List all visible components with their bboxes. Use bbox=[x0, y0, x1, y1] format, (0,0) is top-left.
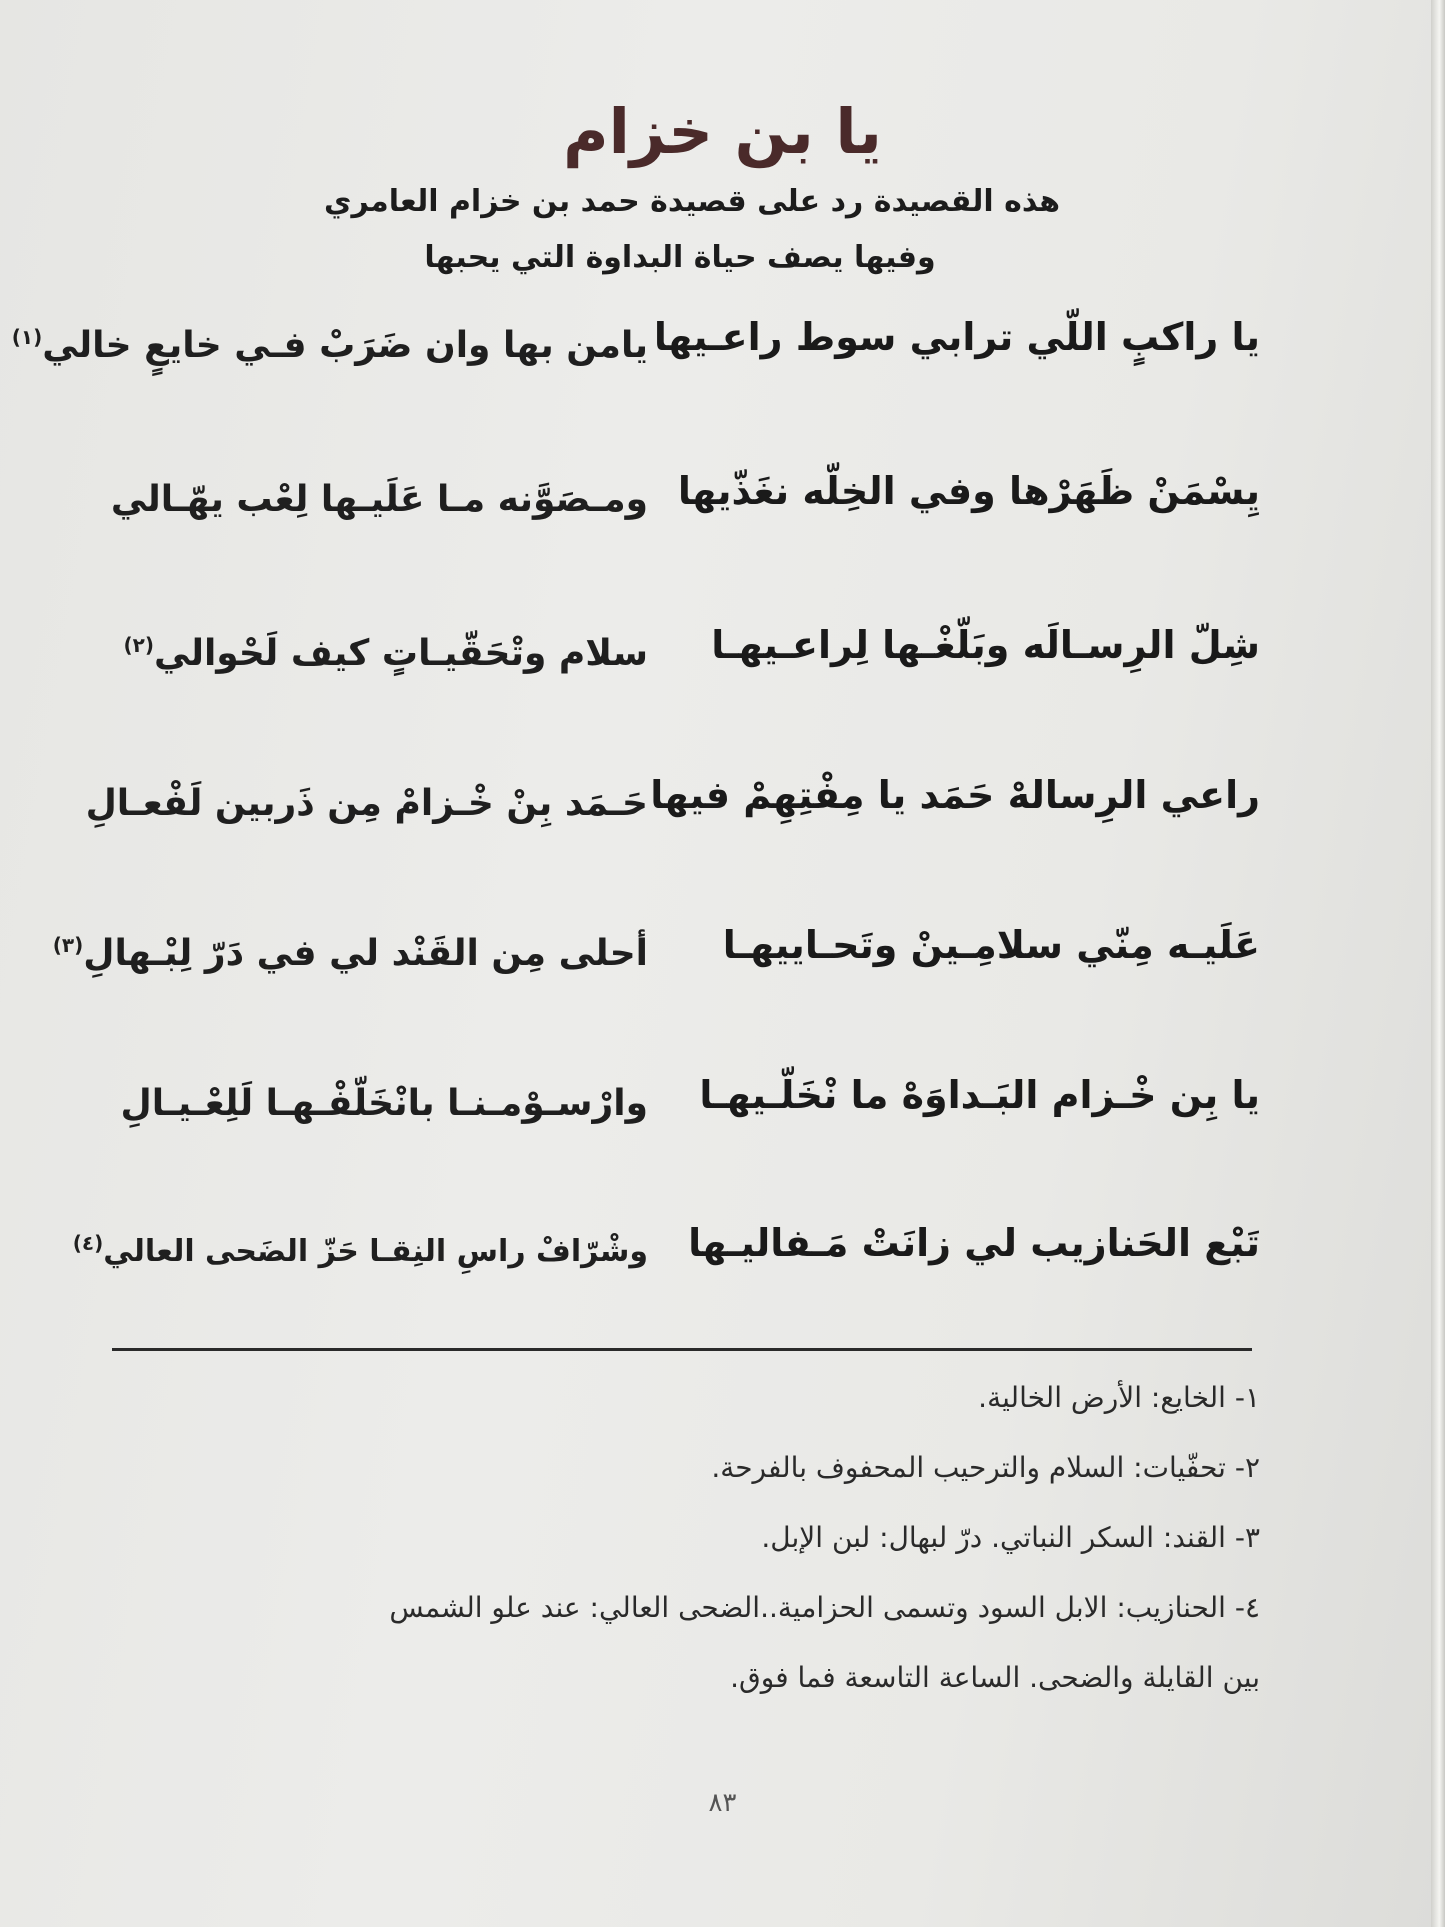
intro-line-1: هذه القصيدة رد على قصيدة حمد بن خزام العامري bbox=[324, 184, 1060, 219]
verse-first-hemistich: تَبْع الحَنازيب لي زانَتْ مَـفاليـها bbox=[688, 1221, 1260, 1265]
poem-title: يا بن خزام bbox=[563, 95, 882, 168]
verse-row bbox=[0, 910, 1445, 990]
page-number: ٨٣ bbox=[708, 1788, 737, 1818]
verse-row bbox=[0, 1208, 1445, 1288]
verse-first-hemistich: راعي الرِسالهْ حَمَد يا مِفْتِهِمْ فيها bbox=[650, 773, 1260, 817]
verse-first-hemistich: يا راكبٍ اللّي ترابي سوط راعـيها bbox=[653, 315, 1260, 359]
verse-second-text: حَـمَد بِنْ خْـزامْ مِن ذَربين لَفْعـالِ bbox=[85, 783, 648, 824]
verse-second-hemistich bbox=[110, 456, 648, 535]
footnote-divider bbox=[112, 1348, 1252, 1351]
verse-row bbox=[0, 302, 1445, 382]
verse-first-hemistich: عَلَيـه مِنّي سلامِـينْ وتَحـاييهـا bbox=[722, 923, 1260, 967]
intro-line-2: وفيها يصف حياة البداوة التي يحبها bbox=[424, 240, 936, 275]
verse-second-text: سلام وتْحَقّيـاتٍ كيف لَحْوالي bbox=[154, 633, 648, 674]
verse-second-hemistich bbox=[52, 910, 648, 989]
verse-second-text: يامن بها وان ضَرَبْ فـي خايعٍ خالي bbox=[42, 325, 648, 366]
footnote-2: ٢- تحفّيات: السلام والترحيب المحفوف بالفرحة. bbox=[711, 1451, 1260, 1484]
verse-row bbox=[0, 1060, 1445, 1140]
footnote-4: ٤- الحنازيب: الابل السود وتسمى الحزامية..الضحى العالي: عند علو الشمس bbox=[389, 1591, 1260, 1624]
verse-second-hemistich bbox=[11, 302, 648, 381]
verse-second-hemistich bbox=[85, 760, 648, 839]
verse-first-hemistich: شِلّ الرِسـالَه وبَلّغْـها لِراعـيهـا bbox=[711, 623, 1260, 667]
verse-second-text: وارْسـوْمـنـا بانْخَلّفْـهـا لَلِعْـيـالِ bbox=[120, 1083, 648, 1124]
footnote-marker: (٣) bbox=[52, 933, 84, 957]
footnote-marker: (٢) bbox=[123, 633, 155, 657]
verse-first-hemistich: يا بِن خْـزام البَـداوَهْ ما نْخَلّـيهـا bbox=[699, 1073, 1260, 1117]
verse-second-text: وشْرّافْ راسِ النِقـا حَزّ الضَحى العالي bbox=[103, 1234, 648, 1269]
footnote-marker: (١) bbox=[11, 325, 43, 349]
footnote-3: ٣- القند: السكر النباتي. درّ لبهال: لبن الإبل. bbox=[761, 1521, 1260, 1554]
footnote-4-continued: بين القايلة والضحى. الساعة التاسعة فما فوق. bbox=[730, 1661, 1260, 1694]
verse-second-text: ومـصَوَّنه مـا عَلَيـها لِعْب يهّـالي bbox=[110, 479, 648, 520]
verse-second-hemistich bbox=[123, 610, 648, 689]
footnote-marker: (٤) bbox=[72, 1231, 104, 1255]
footnote-1: ١- الخايع: الأرض الخالية. bbox=[978, 1381, 1260, 1414]
verse-second-hemistich bbox=[72, 1208, 648, 1287]
verse-first-hemistich: يِسْمَنْ ظَهَرْها وفي الخِلّه نغَذّيها bbox=[677, 469, 1260, 513]
verse-second-text: أحلى مِن القَنْد لي في دَرّ لِبْـهالِ bbox=[83, 933, 648, 974]
verse-row bbox=[0, 610, 1445, 690]
verse-row bbox=[0, 456, 1445, 536]
verse-second-hemistich bbox=[120, 1060, 648, 1139]
verse-row bbox=[0, 760, 1445, 840]
